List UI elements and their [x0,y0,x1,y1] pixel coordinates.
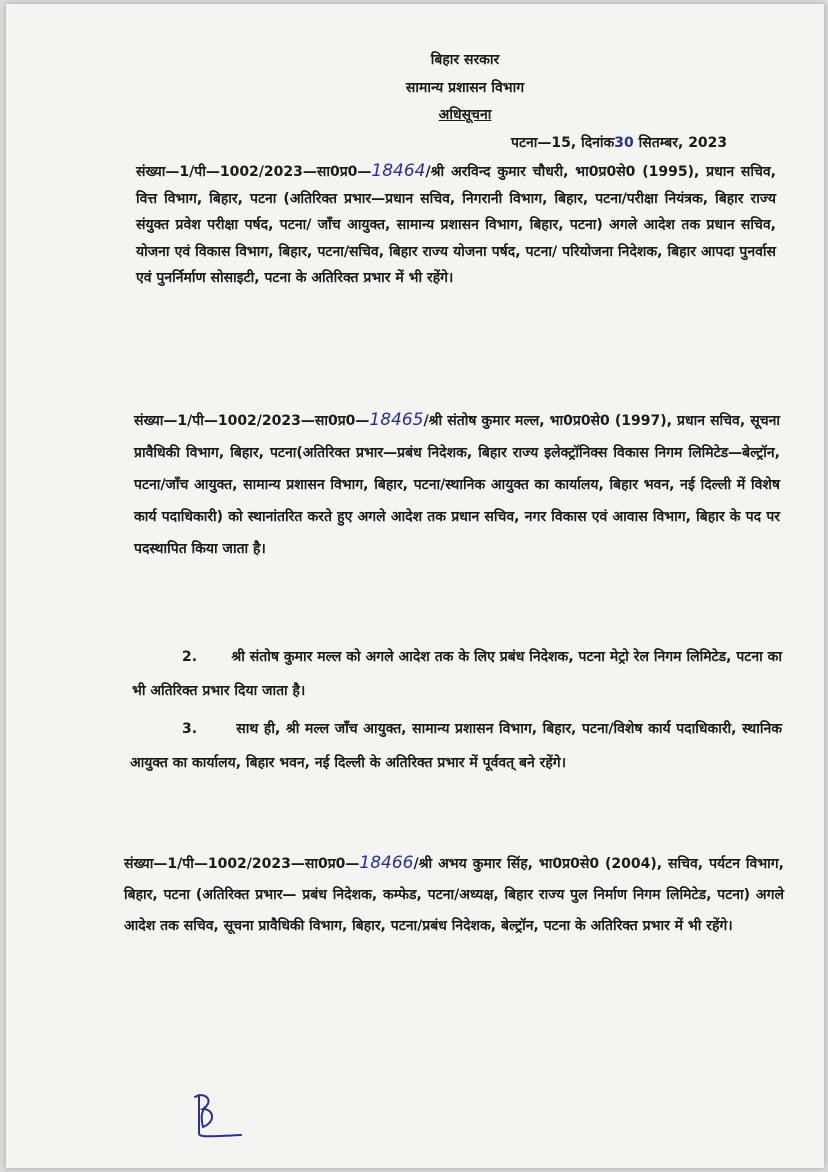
department-heading: सामान्य प्रशासन विभाग [405,80,525,96]
sub-paragraph-number: 3. [182,721,198,737]
date-suffix: सितम्बर, 2023 [633,135,728,151]
handwritten-notice-number: 18465 [369,410,424,430]
notice-ref: संख्या—1/पी—1002/2023—सा0प्र0— [134,413,370,429]
handwritten-notice-number: 18464 [371,161,426,181]
notice-body: /श्री अभय कुमार सिंह, भा0प्र0से0 (2004), सचिव, पर्यटन विभाग, बिहार, पटना (अतिरिक्त प्रभार— प्रबंध निदेशक, कम्फेड, पटना/अध्यक्ष, बिहार राज्य पुल निर्माण निगम लिमिटेड, पटना) अगले आदेश तक सचिव, सूचना प्रावैधिकी विभाग, बिहार, पटना/प्रबंध निदेशक, बेल्ट्रॉन, पटना के अतिरिक्त प्रभार में भी रहेंगे। [124,856,784,934]
notice-paragraph-2 [134,404,780,565]
notice-body: /श्री संतोष कुमार मल्ल, भा0प्र0से0 (1997), प्रधान सचिव, सूचना प्रावैधिकी विभाग, बिहार, पटना(अतिरिक्त प्रभार—प्रबंध निदेशक, बिहार राज्य इलेक्ट्रॉनिक्स विकास निगम लिमिटेड—बेल्ट्रॉन, पटना/जाँच आयुक्त, सामान्य प्रशासन विभाग, बिहार, पटना/स्थानिक आयुक्त का कार्यालय, बिहार भवन, नई दिल्ली में विशेष कार्य पदाधिकारी) को स्थानांतरित करते हुए अगले आदेश तक प्रधान सचिव, नगर विकास एवं आवास विभाग, बिहार के पद पर पदस्थापित किया जाता है। [134,413,780,557]
sub-paragraph-body: साथ ही, श्री मल्ल जाँच आयुक्त, सामान्य प्रशासन विभाग, बिहार, पटना/विशेष कार्य पदाधिकारी, स्थानिक आयुक्त का कार्यालय, बिहार भवन, नई दिल्ली के अतिरिक्त प्रभार में पूर्ववत् बने रहेंगे। [130,721,782,771]
sub-paragraph-3 [130,712,782,780]
notification-title: अधिसूचना [438,107,492,123]
document-page [6,4,824,1168]
sub-paragraph-2 [132,640,782,708]
handwritten-signature-icon [181,1089,261,1144]
handwritten-day: 30 [614,135,634,151]
notice-ref: संख्या—1/पी—1002/2023—सा0प्र0— [136,164,372,180]
sub-paragraph-number: 2. [182,649,198,665]
notice-body: /श्री अरविन्द कुमार चौधरी, भा0प्र0से0 (1995), प्रधान सचिव, वित्त विभाग, बिहार, पटना (अतिरिक्त प्रभार—प्रधान सचिव, निगरानी विभाग, बिहार, पटना/परीक्षा नियंत्रक, बिहार राज्य संयुक्त प्रवेश परीक्षा पर्षद, पटना/ जाँच आयुक्त, सामान्य प्रशासन विभाग, बिहार, पटना) अगले आदेश तक प्रधान सचिव, योजना एवं विकास विभाग, बिहार, पटना/सचिव, बिहार राज्य योजना पर्षद, पटना/ परियोजना निदेशक, बिहार आपदा पुनर्वास एवं पुनर्निर्माण सोसाइटी, पटना के अतिरिक्त प्रभार में भी रहेंगे। [136,164,776,286]
issue-date [511,133,727,152]
handwritten-notice-number: 18466 [359,853,414,873]
sub-paragraph-body: श्री संतोष कुमार मल्ल को अगले आदेश तक के लिए प्रबंध निदेशक, पटना मेट्रो रेल निगम लिमिटेड, पटना का भी अतिरिक्त प्रभार दिया जाता है। [132,649,783,699]
government-heading: बिहार सरकार [430,52,500,68]
date-prefix: पटना—15, दिनांक [511,135,615,151]
notice-paragraph-3 [124,848,784,942]
notice-paragraph-1 [136,158,776,292]
notice-ref: संख्या—1/पी—1002/2023—सा0प्र0— [124,856,360,872]
